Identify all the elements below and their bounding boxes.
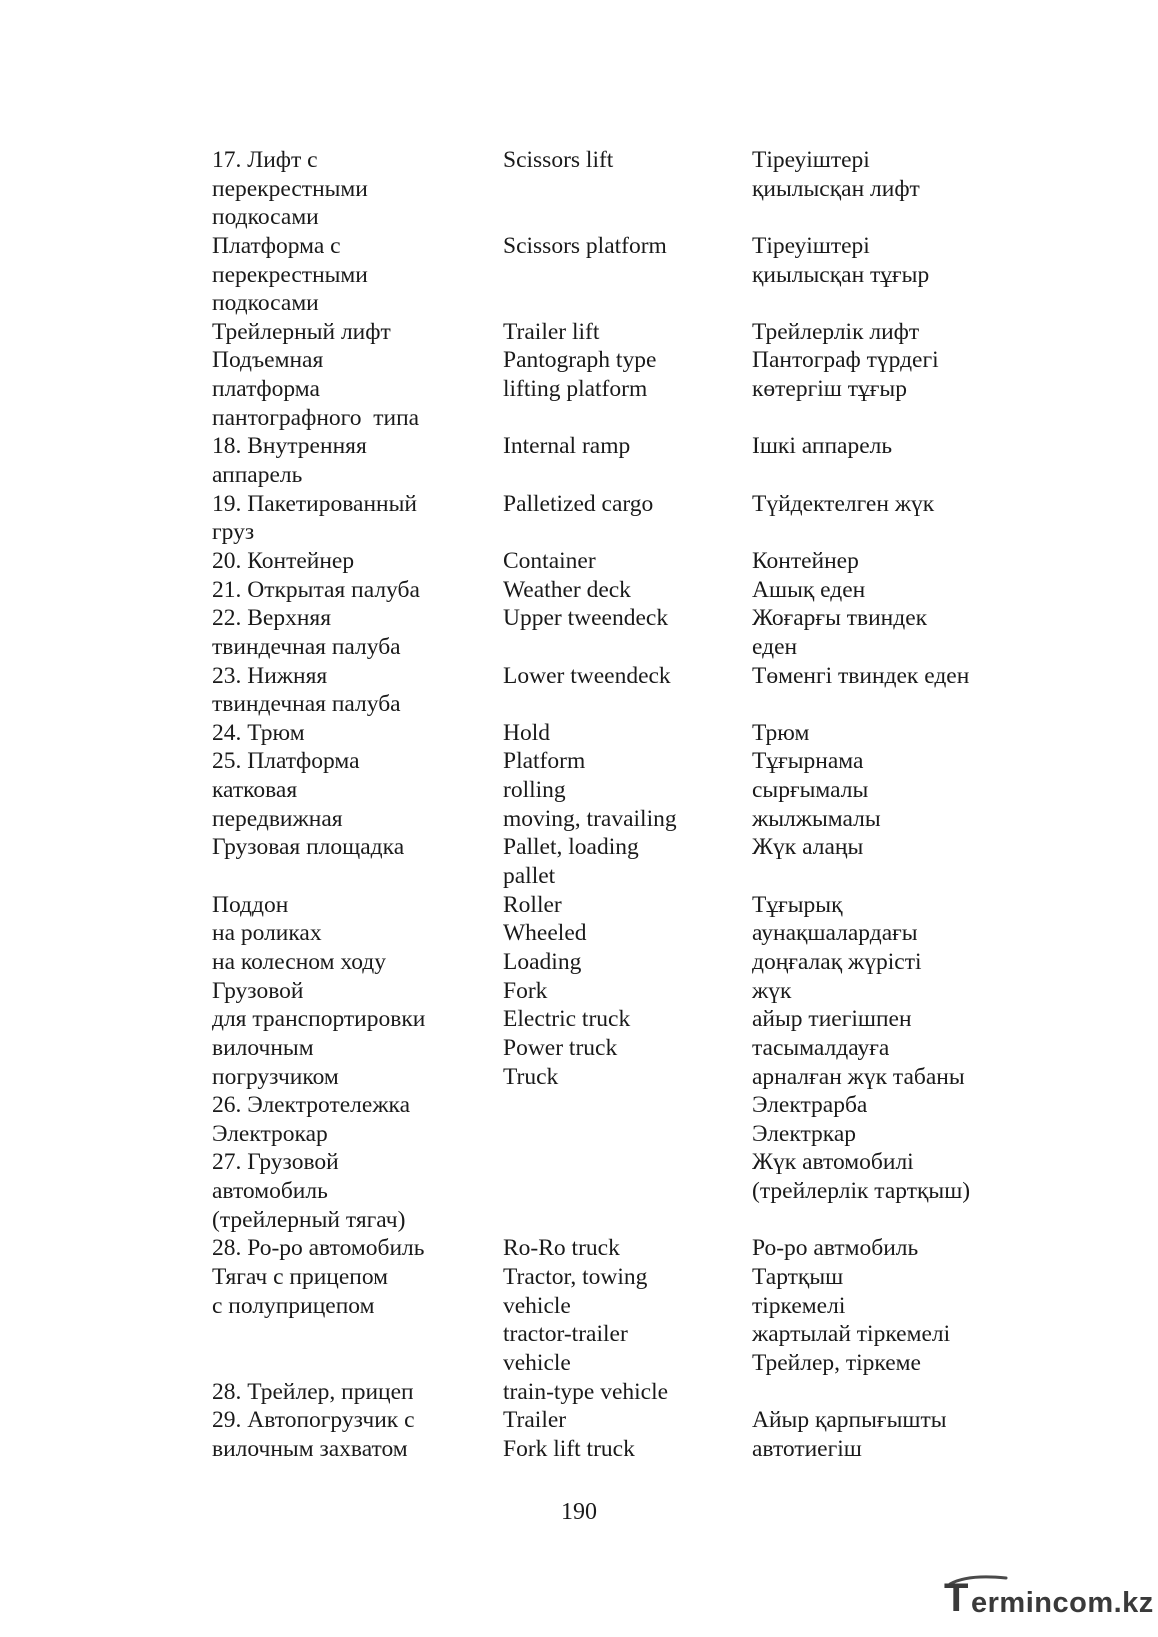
glossary-line-en: lifting platform xyxy=(503,376,648,403)
glossary-line-ru: 25. Платформа xyxy=(212,748,360,775)
glossary-line-kz: жылжымалы xyxy=(752,805,881,832)
glossary-line-en xyxy=(503,461,738,490)
glossary-line-ru: 22. Верхняя xyxy=(212,605,332,632)
glossary-line-ru: перекрестными xyxy=(212,261,368,288)
glossary-line-kz: жартылай тіркемелі xyxy=(752,1321,951,1348)
glossary-line-ru: твиндечная палуба xyxy=(212,633,401,660)
glossary-line-en: Trailer lift xyxy=(503,318,600,345)
glossary-line-en: Loading xyxy=(503,948,582,975)
glossary-line-ru: Грузовая площадка xyxy=(212,834,405,861)
glossary-line-en: Electric truck xyxy=(503,1006,631,1033)
glossary-line-kz: Электрарба xyxy=(752,1092,868,1119)
glossary-line-kz: Тартқыш xyxy=(752,1263,844,1290)
glossary-line-en: Pantograph type xyxy=(503,347,657,374)
glossary-line-en: Wheeled xyxy=(503,920,587,947)
glossary-line-kz: Тұғырнама xyxy=(752,748,864,775)
glossary-line-ru: 28. Ро-ро автомобиль xyxy=(212,1235,425,1262)
glossary-line-ru: Электрокар xyxy=(212,1120,328,1147)
glossary-line-kz: Жүк автомобилі xyxy=(752,1149,914,1176)
glossary-line-en: Upper tweendeck xyxy=(503,605,669,632)
glossary-line-en: Scissors platform xyxy=(503,232,667,259)
glossary-line-ru: для транспортировки xyxy=(212,1006,426,1033)
glossary-line-kz: Тіреуіштері xyxy=(752,232,870,259)
glossary-line-en xyxy=(503,175,738,204)
glossary-line-kz: жүк xyxy=(752,977,792,1004)
glossary-line-ru: аппарель xyxy=(212,462,303,489)
glossary-line-en: Truck xyxy=(503,1063,559,1090)
glossary-line-en: Weather deck xyxy=(503,576,631,603)
glossary-line-en xyxy=(503,1091,738,1120)
glossary-line-ru: 23. Нижняя xyxy=(212,662,328,689)
glossary-line-kz: Тұғырық xyxy=(752,891,843,918)
glossary-line-kz: тіркемелі xyxy=(752,1292,846,1319)
glossary-line-kz: тасымалдауға xyxy=(752,1034,890,1061)
glossary-column-kazakh xyxy=(752,146,1052,1463)
glossary-line-en: Lower tweendeck xyxy=(503,662,671,689)
glossary-line-ru: пантографного типа xyxy=(212,404,420,431)
glossary-line-en: Fork lift truck xyxy=(503,1435,635,1462)
glossary-line-en xyxy=(503,1148,738,1177)
glossary-line-ru: Платформа с xyxy=(212,232,341,259)
glossary-line-kz xyxy=(752,690,1052,719)
glossary-line-kz: Пантограф түрдегі xyxy=(752,347,939,374)
glossary-line-en: vehicle xyxy=(503,1349,571,1376)
glossary-line-kz: Ро-ро автмобиль xyxy=(752,1235,919,1262)
glossary-column-russian xyxy=(212,146,482,1463)
glossary-line-en: rolling xyxy=(503,777,566,804)
glossary-line-en: Power truck xyxy=(503,1034,618,1061)
glossary-line-en: pallet xyxy=(503,863,556,890)
glossary-line-en: Platform xyxy=(503,748,586,775)
glossary-line-en: Scissors lift xyxy=(503,147,614,173)
glossary-line-kz: Трейлер, тіркеме xyxy=(752,1349,921,1376)
glossary-line-en xyxy=(503,633,738,662)
glossary-line-en: tractor-trailer xyxy=(503,1321,628,1348)
glossary-line-kz: Ашық еден xyxy=(752,576,866,603)
glossary-line-kz xyxy=(752,289,1052,318)
glossary-line-ru xyxy=(212,862,482,891)
glossary-line-kz xyxy=(752,461,1052,490)
glossary-line-ru: погрузчиком xyxy=(212,1063,339,1090)
glossary-line-en: Roller xyxy=(503,891,562,918)
glossary-line-kz xyxy=(752,1378,1052,1407)
glossary-line-en: Trailer xyxy=(503,1407,567,1434)
glossary-line-en xyxy=(503,1177,738,1206)
logo-text: ermincom.kz xyxy=(971,1587,1154,1619)
glossary-line-ru xyxy=(212,1320,482,1349)
glossary-line-en xyxy=(503,518,738,547)
glossary-line-kz: еден xyxy=(752,633,798,660)
glossary-line-kz: Төменгі твиндек еден xyxy=(752,662,970,689)
glossary-line-kz: Жоғарғы твиндек xyxy=(752,605,928,632)
glossary-line-ru: перекрестными xyxy=(212,175,368,202)
glossary-line-en xyxy=(503,203,738,232)
glossary-line-kz: Түйдектелген жүк xyxy=(752,490,935,517)
glossary-line-ru: 29. Автопогрузчик с xyxy=(212,1407,415,1434)
glossary-line-ru: с полуприцепом xyxy=(212,1292,375,1319)
glossary-line-ru: 20. Контейнер xyxy=(212,547,355,574)
glossary-line-en xyxy=(503,690,738,719)
glossary-line-en: vehicle xyxy=(503,1292,571,1319)
glossary-line-kz xyxy=(752,862,1052,891)
glossary-line-kz: Айыр қарпығышты xyxy=(752,1407,947,1434)
glossary-line-en: train-type vehicle xyxy=(503,1378,669,1405)
glossary-line-kz: Электркар xyxy=(752,1120,857,1147)
glossary-line-en xyxy=(503,289,738,318)
glossary-line-ru: груз xyxy=(212,519,255,546)
glossary-line-en: Palletized cargo xyxy=(503,490,654,517)
glossary-line-kz: автотиегіш xyxy=(752,1435,862,1462)
glossary-line-ru: вилочным захватом xyxy=(212,1435,408,1462)
glossary-line-ru: 26. Электротележка xyxy=(212,1092,411,1119)
glossary-line-kz xyxy=(752,404,1052,433)
glossary-line-ru: на роликах xyxy=(212,920,322,947)
glossary-line-kz: айыр тиегішпен xyxy=(752,1006,912,1033)
glossary-line-ru: подкосами xyxy=(212,204,319,231)
glossary-line-en: Ro-Ro truck xyxy=(503,1235,620,1262)
glossary-line-ru: вилочным xyxy=(212,1034,314,1061)
glossary-column-english xyxy=(503,146,738,1463)
glossary-line-kz: Контейнер xyxy=(752,547,859,574)
glossary-line-kz: Тіреуіштері xyxy=(752,147,870,173)
glossary-line-kz xyxy=(752,203,1052,232)
glossary-line-ru: 18. Внутренняя xyxy=(212,433,367,460)
glossary-line-en xyxy=(503,1120,738,1149)
glossary-line-ru: 21. Открытая палуба xyxy=(212,576,420,603)
glossary-line-en xyxy=(503,404,738,433)
glossary-line-en: Internal ramp xyxy=(503,433,631,460)
glossary-line-kz: Трюм xyxy=(752,719,810,746)
page-number: 190 xyxy=(561,1499,597,1525)
glossary-line-ru: катковая xyxy=(212,777,298,804)
glossary-line-en: Fork xyxy=(503,977,548,1004)
glossary-line-en xyxy=(503,261,738,290)
glossary-line-kz: Жүк алаңы xyxy=(752,834,864,861)
termincom-logo xyxy=(944,1574,1154,1626)
glossary-line-ru: передвижная xyxy=(212,805,343,832)
glossary-line-kz: Ішкі аппарель xyxy=(752,433,893,460)
glossary-line-en: Tractor, towing xyxy=(503,1263,648,1290)
glossary-line-kz: қиылысқан тұғыр xyxy=(752,261,930,288)
glossary-line-ru: 24. Трюм xyxy=(212,719,305,746)
glossary-line-kz xyxy=(752,518,1052,547)
glossary-line-ru: на колесном ходу xyxy=(212,948,386,975)
glossary-line-ru: подкосами xyxy=(212,290,319,317)
glossary-line-en: moving, travailing xyxy=(503,805,677,832)
glossary-line-kz: аунақшалардағы xyxy=(752,920,918,947)
glossary-line-ru: Тягач с прицепом xyxy=(212,1263,389,1290)
glossary-line-kz: Трейлерлік лифт xyxy=(752,318,920,345)
glossary-line-ru: 17. Лифт с xyxy=(212,147,318,173)
glossary-line-kz: көтергіш тұғыр xyxy=(752,376,907,403)
glossary-line-kz: арналған жүк табаны xyxy=(752,1063,965,1090)
glossary-line-en: Container xyxy=(503,547,596,574)
glossary-line-ru: Трейлерный лифт xyxy=(212,318,391,345)
glossary-line-ru: 27. Грузовой xyxy=(212,1149,339,1176)
glossary-line-ru: Подъемная xyxy=(212,347,324,374)
glossary-line-ru: Грузовой xyxy=(212,977,304,1004)
glossary-line-ru: (трейлерный тягач) xyxy=(212,1206,406,1233)
glossary-line-kz: қиылысқан лифт xyxy=(752,175,920,202)
glossary-line-en: Pallet, loading xyxy=(503,834,639,861)
glossary-line-en xyxy=(503,1206,738,1235)
glossary-line-ru: Поддон xyxy=(212,891,289,918)
glossary-line-ru: твиндечная палуба xyxy=(212,691,401,718)
glossary-line-ru: платформа xyxy=(212,376,320,403)
glossary-line-kz: сырғымалы xyxy=(752,777,869,804)
glossary-line-kz xyxy=(752,1206,1052,1235)
logo-first-letter: T xyxy=(944,1576,969,1620)
glossary-line-ru xyxy=(212,1349,482,1378)
glossary-line-kz: (трейлерлік тартқыш) xyxy=(752,1178,971,1205)
glossary-line-ru: автомобиль xyxy=(212,1178,328,1205)
glossary-line-ru: 28. Трейлер, прицеп xyxy=(212,1378,414,1405)
glossary-line-ru: 19. Пакетированный xyxy=(212,490,417,517)
glossary-line-kz: доңғалақ жүрісті xyxy=(752,948,922,975)
glossary-line-en: Hold xyxy=(503,719,550,746)
